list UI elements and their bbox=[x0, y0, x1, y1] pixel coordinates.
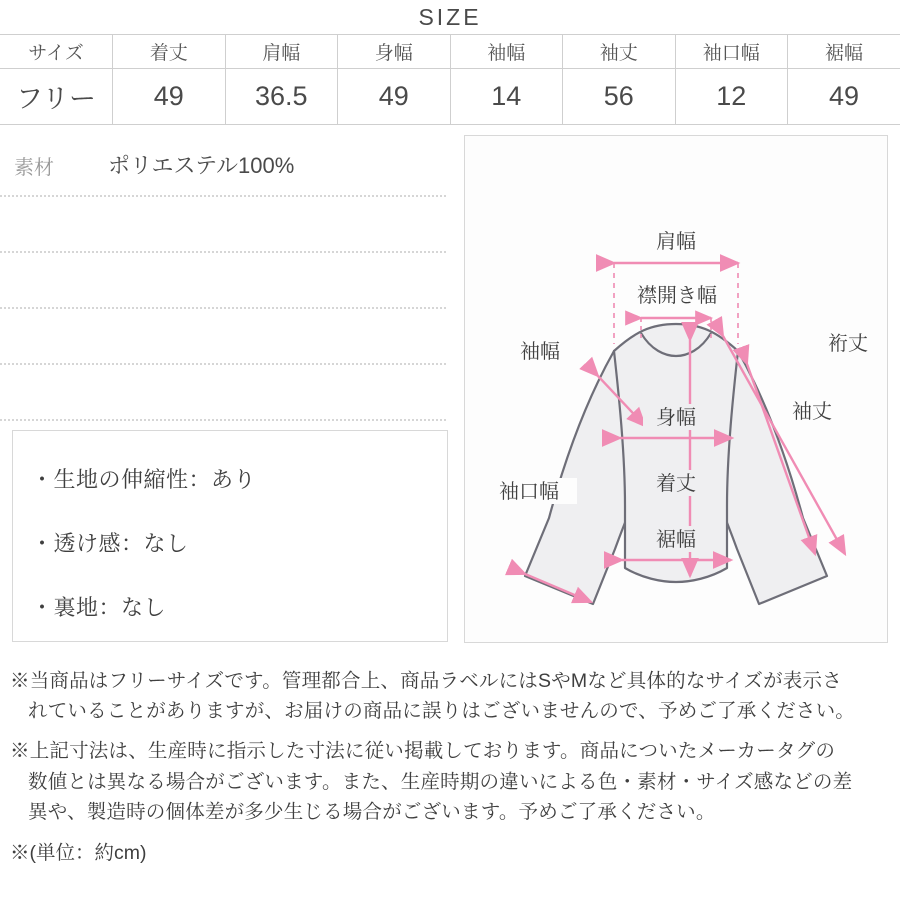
label-yuki bbox=[817, 330, 879, 356]
cell-sleeve-length-value: 56 bbox=[563, 69, 676, 125]
cell-hem-width-value: 49 bbox=[788, 69, 900, 125]
header-cell-cuff-width: 袖口幅 bbox=[675, 35, 788, 69]
feature-item-lining: ・裏地：なし bbox=[31, 595, 167, 620]
svg-text:身幅: 身幅 bbox=[656, 407, 696, 429]
table-header-row bbox=[0, 35, 900, 69]
cell-cuff-width-value: 12 bbox=[675, 69, 788, 125]
note-free-size-line1: ※当商品はフリーサイズです。管理都合上、商品ラベルにはSやMなど具体的なサイズが表示さ bbox=[10, 670, 842, 692]
header-cell-sleeve-width: 袖幅 bbox=[450, 35, 563, 69]
svg-text:裾幅: 裾幅 bbox=[656, 529, 696, 551]
note-measurement-line1: ※上記寸法は、生産時に指示した寸法に従い掲載しております。商品についたメーカータグの bbox=[10, 740, 836, 763]
svg-text:肩幅: 肩幅 bbox=[656, 231, 696, 253]
label-cuff-width bbox=[481, 478, 577, 504]
svg-text:裄丈: 裄丈 bbox=[828, 333, 868, 355]
header-cell-hem-width: 裾幅 bbox=[788, 35, 900, 69]
note-free-size-line2: れていることがありますが、お届けの商品に誤りはございませんので、予めご了承ください。 bbox=[28, 700, 856, 723]
feature-item-transparency: ・透け感：なし bbox=[31, 531, 189, 556]
note-measurement-line3: 異や、製造時の個体差が多少生じる場合がございます。予めご了承ください。 bbox=[28, 800, 716, 823]
unit-note: ※(単位：約cm) bbox=[10, 842, 147, 865]
material-value: ポリエステル100% bbox=[108, 153, 295, 178]
divider-4 bbox=[0, 363, 446, 365]
cell-shoulder-value: 36.5 bbox=[225, 69, 338, 125]
svg-text:袖丈: 袖丈 bbox=[792, 401, 832, 423]
material-label: 素材 bbox=[14, 157, 54, 179]
svg-text:袖口幅: 袖口幅 bbox=[499, 481, 559, 503]
header-cell-size: サイズ bbox=[0, 35, 113, 69]
header-cell-length: 着丈 bbox=[113, 35, 226, 69]
cell-length-value: 49 bbox=[113, 69, 226, 125]
svg-text:着丈: 着丈 bbox=[656, 473, 696, 495]
size-table bbox=[0, 34, 900, 125]
label-length bbox=[643, 470, 709, 496]
label-neck-opening bbox=[621, 282, 733, 308]
table-row bbox=[0, 69, 900, 125]
label-body-width bbox=[643, 404, 709, 430]
divider-1 bbox=[0, 195, 446, 197]
label-sleeve-length bbox=[779, 398, 845, 424]
divider-2 bbox=[0, 251, 446, 253]
divider-3 bbox=[0, 307, 446, 309]
feature-item-stretch: ・生地の伸縮性：あり bbox=[31, 467, 257, 492]
label-sleeve-width bbox=[507, 338, 573, 364]
label-hem-width bbox=[643, 526, 709, 552]
divider-5 bbox=[0, 419, 446, 421]
feature-box bbox=[12, 430, 448, 642]
svg-text:袖幅: 袖幅 bbox=[520, 341, 560, 363]
svg-text:襟開き幅: 襟開き幅 bbox=[637, 285, 717, 307]
garment-diagram bbox=[464, 135, 888, 643]
cell-size-value: フリー bbox=[0, 69, 113, 125]
header-cell-sleeve-length: 袖丈 bbox=[563, 35, 676, 69]
note-measurement bbox=[10, 736, 890, 827]
page-title: SIZE bbox=[418, 3, 482, 30]
cell-sleeve-width-value: 14 bbox=[450, 69, 563, 125]
middle-section bbox=[0, 125, 900, 655]
notes-section bbox=[0, 666, 900, 865]
header-cell-shoulder: 肩幅 bbox=[225, 35, 338, 69]
material-block bbox=[0, 135, 450, 415]
note-measurement-line2: 数値とは異なる場合がございます。また、生産時期の違いによる色・素材・サイズ感などの差 bbox=[28, 770, 853, 793]
header-cell-body-width: 身幅 bbox=[338, 35, 451, 69]
cell-body-width-value: 49 bbox=[338, 69, 451, 125]
label-shoulder bbox=[643, 228, 709, 254]
note-free-size bbox=[10, 666, 890, 726]
